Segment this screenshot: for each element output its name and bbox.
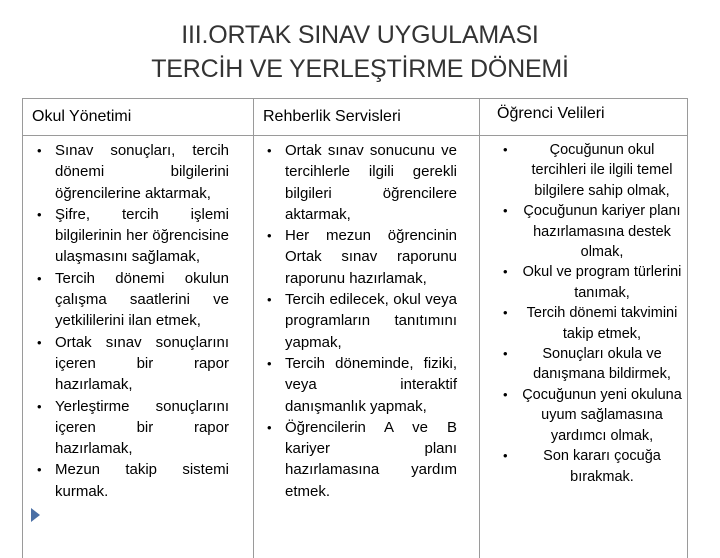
list-item: • Çocuğunun okul tercihleri ile ilgili temel bilgilere sahip olmak,: [501, 140, 683, 201]
list-item: • Okul ve program türlerini tanımak,: [501, 262, 683, 303]
column-divider: [253, 99, 254, 558]
list-item: • Sınav sonuçları, tercih dönemi bilgilerini öğrencilerine aktarmak,: [31, 140, 229, 204]
column-header-ogrenci-velileri: Öğrenci Velileri: [497, 105, 605, 122]
list-item: • Tercih dönemi okulun çalışma saatlerini ve yetkililerini ilan etmek,: [31, 268, 229, 332]
list-item: • Şifre, tercih işlemi bilgilerinin her öğrencisine ulaşmasını sağlamak,: [31, 204, 229, 268]
list-item: • Yerleştirme sonuçlarını içeren bir rapor hazırlamak,: [31, 396, 229, 460]
page-title-line-1: III.ORTAK SINAV UYGULAMASI: [181, 21, 539, 49]
list-item: • Ortak sınav sonuçlarını içeren bir rapor hazırlamak,: [31, 332, 229, 396]
list-item: • Tercih döneminde, fiziki, veya interaktif danışmanlık yapmak,: [261, 353, 457, 417]
list-item: • Tercih edilecek, okul veya programların tanıtımını yapmak,: [261, 289, 457, 353]
arrow-bullet-icon: [31, 508, 40, 522]
column-divider: [479, 99, 480, 558]
column-header-rehberlik-servisleri: Rehberlik Servisleri: [263, 108, 401, 125]
list-item: • Öğrencilerin A ve B kariyer planı hazırlamasına yardım etmek.: [261, 417, 457, 502]
page-title-line-2: TERCİH VE YERLEŞTİRME DÖNEMİ: [151, 55, 569, 83]
list-item: • Tercih dönemi takvimini takip etmek,: [501, 303, 683, 344]
column-rehberlik-servisleri: [261, 136, 457, 502]
list-item: • Son kararı çocuğa bırakmak.: [501, 446, 683, 487]
column-header-okul-yonetimi: Okul Yönetimi: [32, 108, 132, 125]
list-item: • Çocuğunun kariyer planı hazırlamasına destek olmak,: [501, 201, 683, 262]
responsibility-table: [22, 98, 688, 558]
list-item: • Ortak sınav sonucunu ve tercihlerle ilgili gerekli bilgileri öğrencilere aktarmak,: [261, 140, 457, 225]
list-item: • Mezun takip sistemi kurmak.: [31, 459, 229, 502]
column-ogrenci-velileri: [501, 136, 683, 487]
list-item: • Sonuçları okula ve danışmana bildirmek,: [501, 344, 683, 385]
column-okul-yonetimi: [31, 136, 229, 502]
list-item: • Her mezun öğrencinin Ortak sınav raporunu raporunu hazırlamak,: [261, 225, 457, 289]
list-item: • Çocuğunun yeni okuluna uyum sağlamasına yardımcı olmak,: [501, 385, 683, 446]
